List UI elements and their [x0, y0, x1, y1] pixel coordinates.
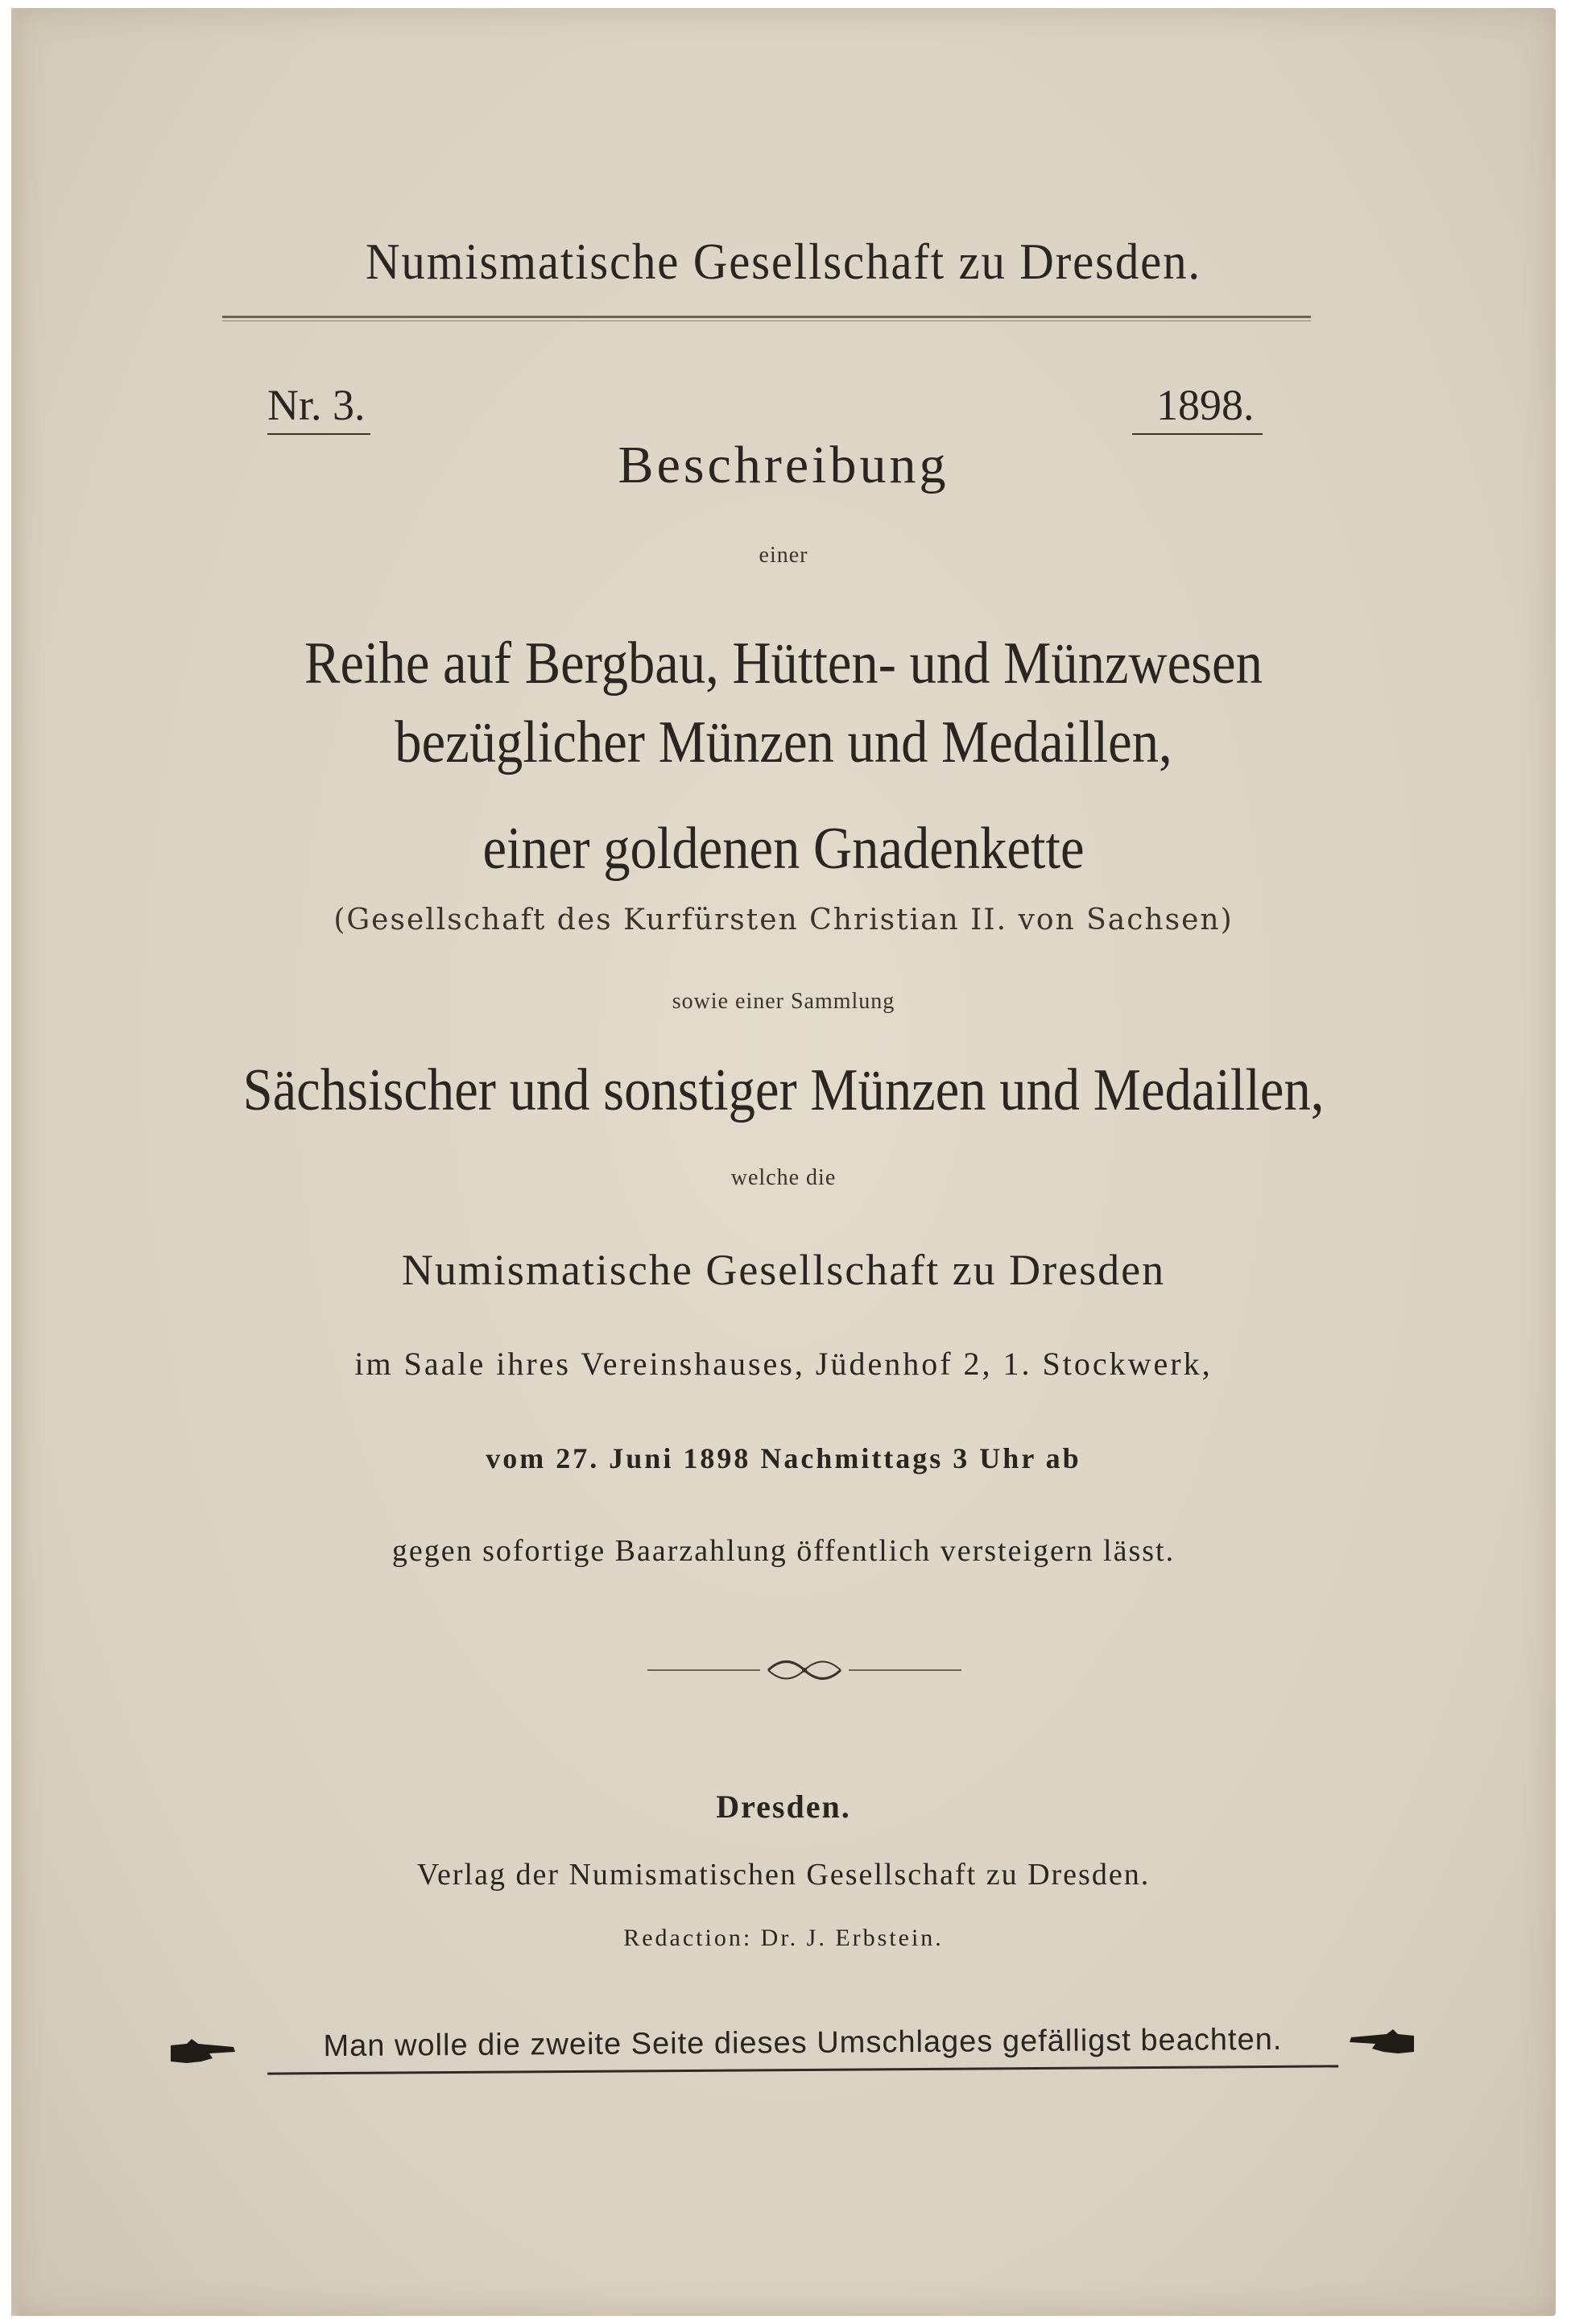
- issue-number: Nr. 3.: [267, 380, 370, 435]
- title-line-5: Sächsischer und sonstiger Münzen und Medaillen,: [242, 1057, 1325, 1123]
- title-line-2: bezüglicher Münzen und Medaillen,: [395, 709, 1172, 775]
- header-rule: [222, 316, 1311, 321]
- society-header: Numismatische Gesellschaft zu Dresden.: [366, 233, 1201, 290]
- connector-einer: einer: [759, 543, 808, 568]
- connector-sowie: sowie einer Sammlung: [672, 989, 895, 1014]
- ornament-divider: [647, 1654, 961, 1686]
- issue-year: 1898.: [1132, 380, 1263, 435]
- title-main: Beschreibung: [618, 436, 949, 494]
- title-line-1: Reihe auf Bergbau, Hütten- und Münzwesen: [304, 631, 1263, 697]
- pointing-hand-right-icon: [169, 2036, 237, 2068]
- imprint-place: Dresden.: [716, 1788, 851, 1825]
- document-cover: [11, 8, 1556, 2316]
- spine-edge: [11, 8, 26, 2316]
- imprint-editor: Redaction: Dr. J. Erbstein.: [623, 1925, 944, 1951]
- pointing-hand-left-icon: [1348, 2026, 1416, 2058]
- notice-text: Man wolle die zweite Seite dieses Umschlages gefälligst beachten.: [267, 2022, 1338, 2074]
- auction-payment: gegen sofortige Baarzahlung öffentlich versteigern lässt.: [391, 1534, 1176, 1568]
- auction-society: Numismatische Gesellschaft zu Dresden: [401, 1246, 1166, 1294]
- auction-venue: im Saale ihres Vereinshauses, Jüdenhof 2, 1. Stockwerk,: [354, 1346, 1213, 1382]
- imprint-publisher: Verlag der Numismatischen Gesellschaft zu Dresden.: [416, 1858, 1151, 1892]
- auction-date: vom 27. Juni 1898 Nachmittags 3 Uhr ab: [486, 1442, 1081, 1474]
- connector-welche: welche die: [730, 1165, 837, 1190]
- title-line-4-parenthetical: (Gesellschaft des Kurfürsten Christian II. von Sachsen): [333, 904, 1234, 937]
- title-line-3: einer goldenen Gnadenkette: [482, 816, 1085, 882]
